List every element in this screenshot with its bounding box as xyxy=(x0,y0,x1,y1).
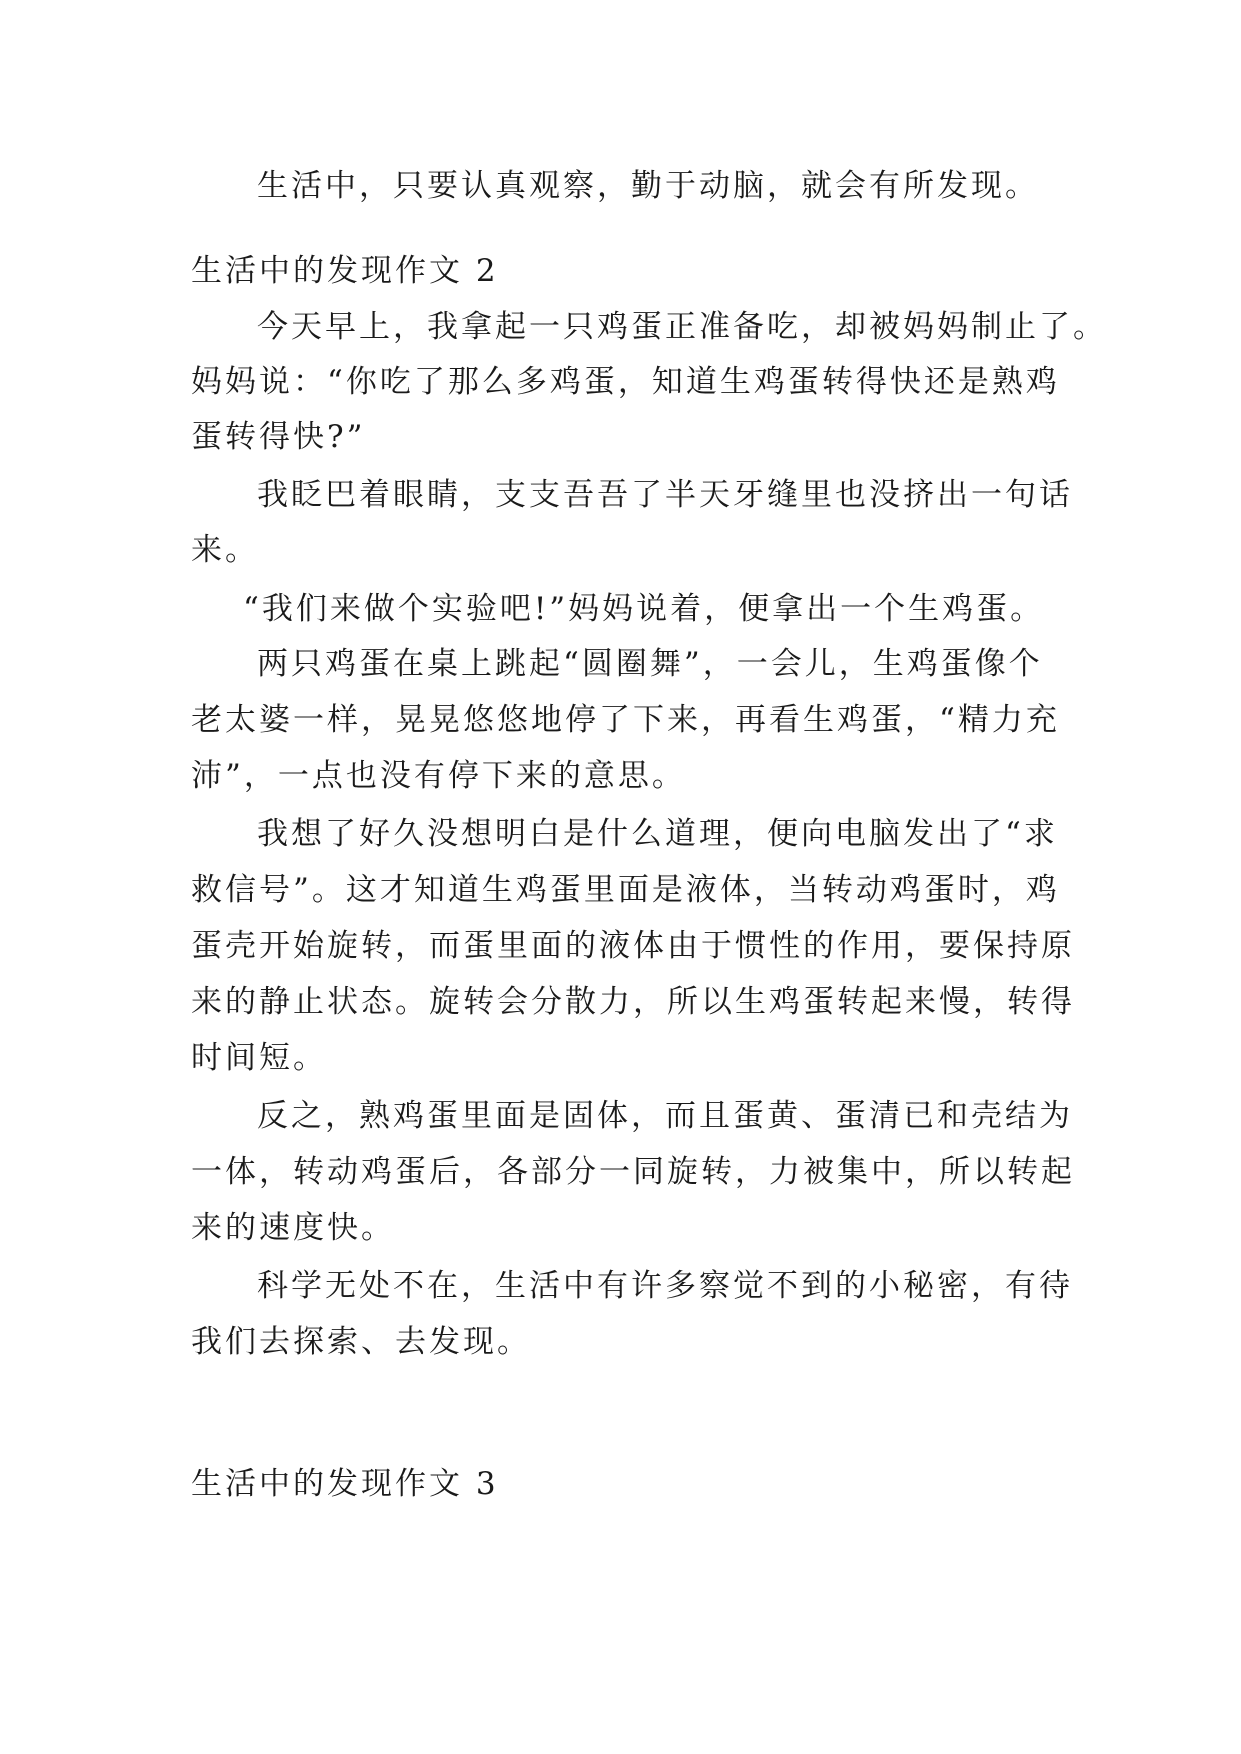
paragraph-line: 我们去探索、去发现。 xyxy=(191,1324,531,1360)
paragraph-line: 来。 xyxy=(191,532,259,568)
paragraph-line: 妈妈说：“你吃了那么多鸡蛋，知道生鸡蛋转得快还是熟鸡 xyxy=(191,364,1060,400)
paragraph-line: 蛋壳开始旋转，而蛋里面的液体由于惯性的作用，要保持原 xyxy=(191,928,1075,964)
paragraph-line: 时间短。 xyxy=(191,1040,327,1076)
paragraph-line: 今天早上，我拿起一只鸡蛋正准备吃，却被妈妈制止了。 xyxy=(257,309,1107,345)
paragraph-line: 反之，熟鸡蛋里面是固体，而且蛋黄、蛋清已和壳结为 xyxy=(257,1098,1073,1134)
section-heading: 生活中的发现作文 2 xyxy=(191,253,499,289)
section-heading: 生活中的发现作文 3 xyxy=(191,1466,499,1502)
paragraph-line: 来的速度快。 xyxy=(191,1210,395,1246)
paragraph-line: 救信号”。这才知道生鸡蛋里面是液体，当转动鸡蛋时，鸡 xyxy=(191,872,1060,908)
paragraph-line: 沛”，一点也没有停下来的意思。 xyxy=(191,758,686,794)
paragraph-line: 一体，转动鸡蛋后，各部分一同旋转，力被集中，所以转起 xyxy=(191,1154,1075,1190)
paragraph-line: 来的静止状态。旋转会分散力，所以生鸡蛋转起来慢，转得 xyxy=(191,984,1075,1020)
paragraph-line: 蛋转得快?” xyxy=(191,419,366,455)
paragraph-line: 老太婆一样，晃晃悠悠地停了下来，再看生鸡蛋，“精力充 xyxy=(191,702,1060,738)
paragraph-line: 科学无处不在，生活中有许多察觉不到的小秘密，有待 xyxy=(257,1268,1073,1304)
paragraph-line: “我们来做个实验吧!”妈妈说着，便拿出一个生鸡蛋。 xyxy=(243,591,1045,627)
paragraph-line: 生活中，只要认真观察，勤于动脑，就会有所发现。 xyxy=(257,168,1039,204)
paragraph-line: 我眨巴着眼睛，支支吾吾了半天牙缝里也没挤出一句话 xyxy=(257,477,1073,513)
paragraph-line: 两只鸡蛋在桌上跳起“圆圈舞”，一会儿，生鸡蛋像个 xyxy=(257,646,1043,682)
paragraph-line: 我想了好久没想明白是什么道理，便向电脑发出了“求 xyxy=(257,816,1058,852)
